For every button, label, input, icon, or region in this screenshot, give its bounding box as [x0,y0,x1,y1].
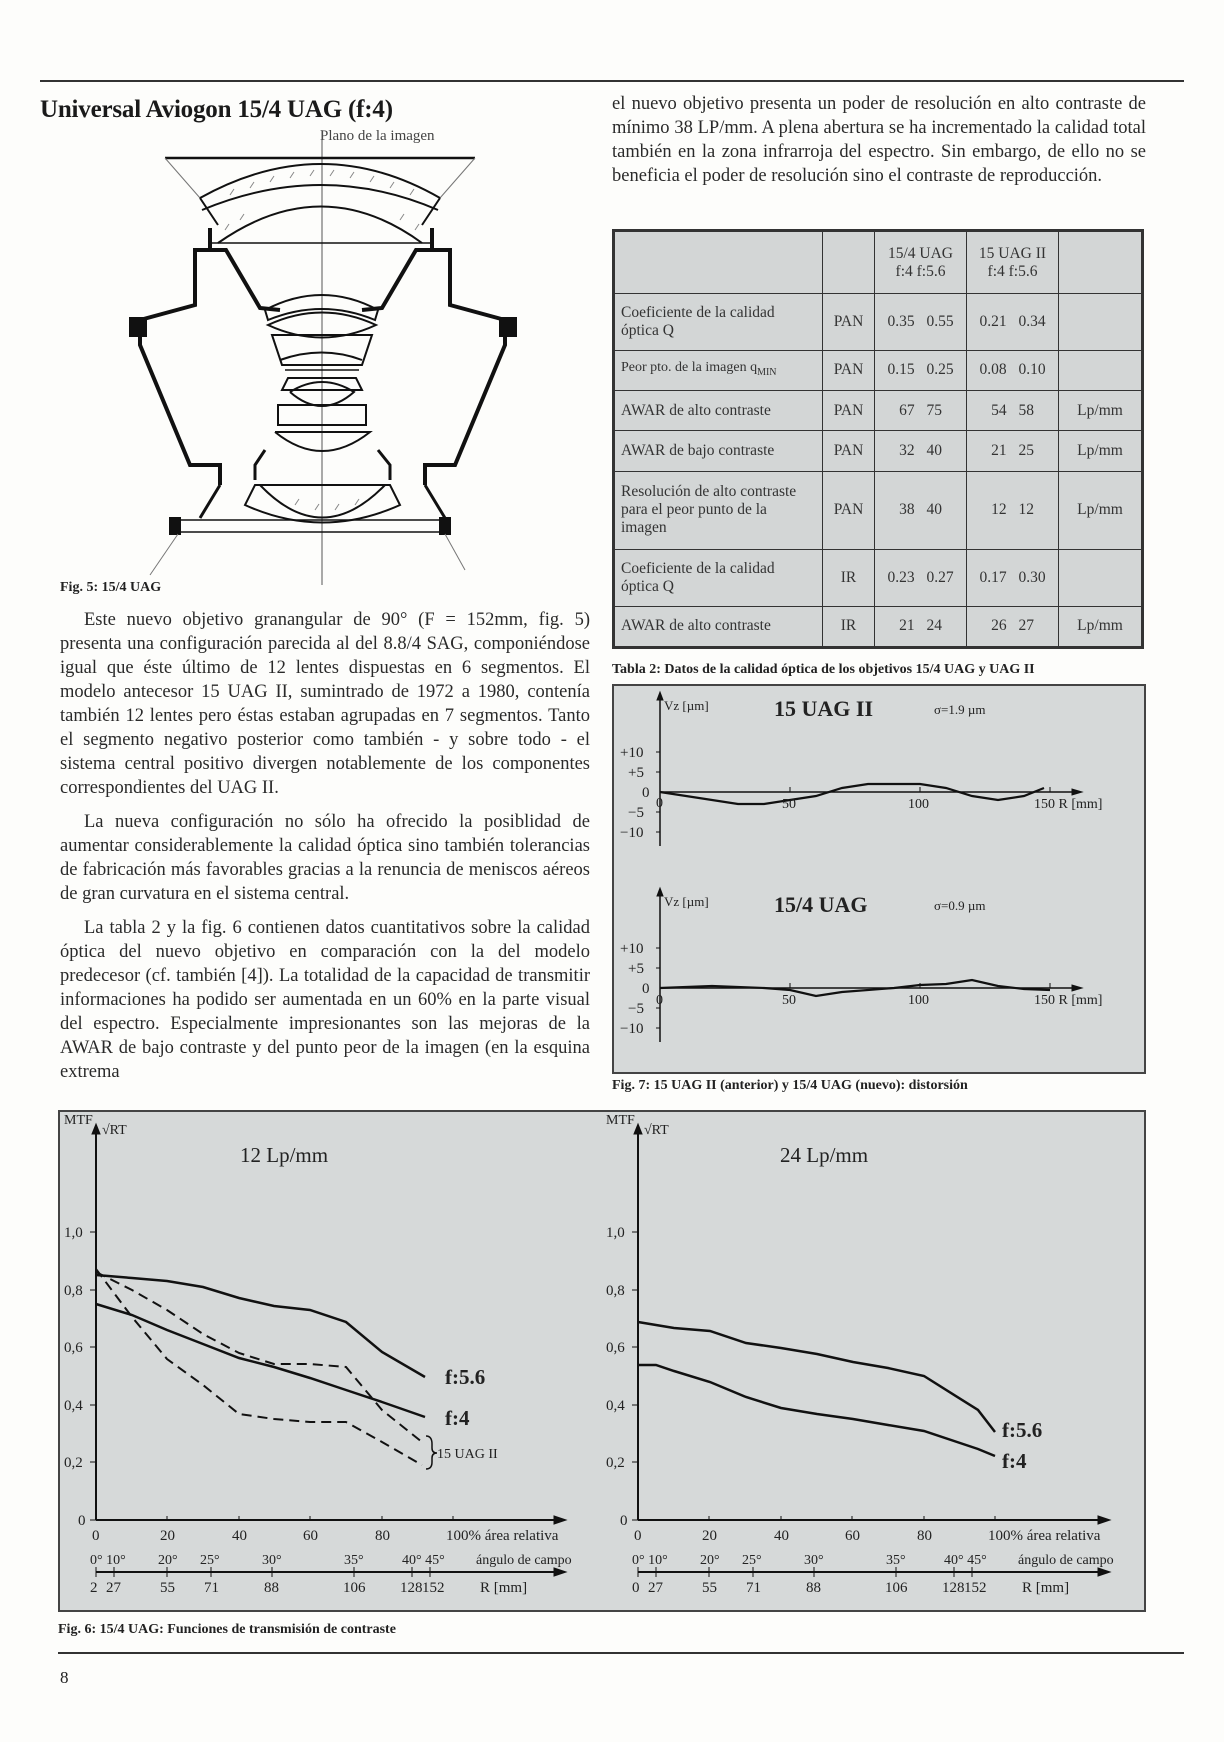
svg-text:0: 0 [632,1580,640,1596]
svg-text:MTF: MTF [64,1113,93,1128]
svg-text:0: 0 [642,785,650,801]
distortion-chart [614,686,1144,1072]
svg-text:0: 0 [656,796,663,811]
table-row: Resolución de alto contraste para el peor punto de la imagen PAN 38 40 12 12 Lp/mm [615,471,1142,549]
svg-text:50: 50 [782,797,796,812]
svg-text:f:4: f:4 [445,1406,470,1430]
svg-text:ángulo de campo: ángulo de campo [1018,1553,1114,1568]
svg-text:128: 128 [942,1580,965,1596]
svg-text:0: 0 [642,981,650,997]
svg-text:0: 0 [78,1513,86,1529]
header-15-4-uag: 15/4 UAG f:4 f:5.6 [875,232,967,294]
svg-text:80: 80 [375,1528,390,1544]
svg-text:0,4: 0,4 [64,1398,83,1414]
svg-text:0: 0 [92,1528,100,1544]
svg-text:Vz [µm]: Vz [µm] [664,894,709,909]
svg-text:+10: +10 [620,745,644,761]
svg-text:f:5.6: f:5.6 [445,1365,486,1389]
table-header-row [615,232,1142,294]
svg-text:27: 27 [648,1580,663,1596]
svg-text:√RT: √RT [644,1123,669,1138]
svg-text:2: 2 [90,1580,98,1596]
svg-text:f:4: f:4 [1002,1449,1027,1473]
svg-text:25°: 25° [742,1553,762,1568]
svg-text:0: 0 [620,1513,628,1529]
svg-text:ángulo de campo: ángulo de campo [476,1553,572,1568]
svg-text:50: 50 [782,993,796,1008]
svg-text:80: 80 [917,1528,932,1544]
svg-text:71: 71 [746,1580,761,1596]
svg-text:100: 100 [908,797,929,812]
svg-text:150 R [mm]: 150 R [mm] [1034,993,1103,1008]
svg-text:R [mm]: R [mm] [480,1580,528,1596]
svg-text:40° 45°: 40° 45° [402,1553,445,1568]
svg-text:60: 60 [303,1528,318,1544]
svg-text:−10: −10 [620,1021,644,1037]
svg-text:55: 55 [702,1580,717,1596]
fig6-mtf-panel [58,1110,1146,1612]
svg-text:15 UAG II: 15 UAG II [774,696,874,721]
table-row: AWAR de bajo contraste PAN 32 40 21 25 Lp/mm [615,431,1142,471]
svg-text:−5: −5 [628,805,644,821]
svg-text:√RT: √RT [102,1123,127,1138]
svg-text:20: 20 [160,1528,175,1544]
svg-text:40: 40 [232,1528,247,1544]
svg-text:106: 106 [343,1580,366,1596]
svg-text:55: 55 [160,1580,175,1596]
svg-text:128: 128 [400,1580,423,1596]
svg-text:f:5.6: f:5.6 [1002,1418,1043,1442]
svg-text:24 Lp/mm: 24 Lp/mm [780,1143,869,1167]
svg-text:1,0: 1,0 [64,1225,83,1241]
table-row: Coeficiente de la calidad óptica Q IR 0.23 0.27 0.17 0.30 [615,550,1142,607]
svg-text:σ=0.9 µm: σ=0.9 µm [934,898,986,913]
paragraph-right-1: el nuevo objetivo presenta un poder de resolución en alto contraste de mínimo 38 LP/mm. A plena abertura se ha incrementado la calidad total también en la zona infrarroja del espectro. Sin embargo, de ello no se beneficia el poder de resolución sino el contraste de reproducción. [612,94,1146,186]
svg-text:0,6: 0,6 [64,1340,83,1356]
svg-text:15/4 UAG: 15/4 UAG [774,892,868,917]
svg-text:152: 152 [964,1580,987,1596]
svg-text:0,2: 0,2 [606,1455,625,1471]
svg-text:0,8: 0,8 [64,1283,83,1299]
bottom-rule [58,1652,1184,1654]
svg-text:100% área relativa: 100% área relativa [988,1528,1101,1544]
svg-text:0,8: 0,8 [606,1283,625,1299]
fig5-lens-diagram [100,120,580,600]
svg-text:MTF: MTF [606,1113,635,1128]
svg-text:100% área relativa: 100% área relativa [446,1528,559,1544]
header-film [823,232,875,294]
svg-text:30°: 30° [262,1553,282,1568]
svg-text:−5: −5 [628,1001,644,1017]
quality-data-table [614,231,1142,647]
mtf-charts [60,1112,1144,1610]
svg-text:+5: +5 [628,961,644,977]
svg-text:σ=1.9 µm: σ=1.9 µm [934,702,986,717]
svg-text:15 UAG II: 15 UAG II [437,1447,498,1462]
page-number: 8 [60,1668,69,1687]
svg-text:88: 88 [806,1580,821,1596]
svg-text:20°: 20° [158,1553,178,1568]
svg-text:0,2: 0,2 [64,1455,83,1471]
right-column-text [612,92,1146,198]
svg-text:0: 0 [634,1528,642,1544]
svg-text:106: 106 [885,1580,908,1596]
lens-cross-section-icon [100,120,580,600]
header-unit [1059,232,1142,294]
paragraph-2: La nueva configuración no sólo ha ofrecido la posiblidad de aumentar considerablemente la calidad óptica sino también tolerancias de fabricación más favorables gracias a la renuncia de meniscos aéreos de gran curvatura en el sistema central. [60,812,590,904]
svg-text:71: 71 [204,1580,219,1596]
svg-text:88: 88 [264,1580,279,1596]
svg-text:1,0: 1,0 [606,1225,625,1241]
svg-text:+5: +5 [628,765,644,781]
table-row: AWAR de alto contraste PAN 67 75 54 58 Lp/mm [615,391,1142,431]
svg-text:12 Lp/mm: 12 Lp/mm [240,1143,329,1167]
svg-text:35°: 35° [344,1553,364,1568]
svg-text:150 R [mm]: 150 R [mm] [1034,797,1103,812]
table-2 [612,229,1144,649]
fig5-caption: Fig. 5: 15/4 UAG [60,580,162,595]
svg-text:25°: 25° [200,1553,220,1568]
svg-text:0,4: 0,4 [606,1398,625,1414]
image-plane-label: Plano de la imagen [320,128,435,144]
svg-text:Vz [µm]: Vz [µm] [664,698,709,713]
svg-text:40° 45°: 40° 45° [944,1553,987,1568]
fig6-caption: Fig. 6: 15/4 UAG: Funciones de transmisión de contraste [58,1622,396,1637]
fig7-distortion-panel [612,684,1146,1074]
header-empty [615,232,823,294]
svg-text:R [mm]: R [mm] [1022,1580,1070,1596]
table-2-caption: Tabla 2: Datos de la calidad óptica de los objetivos 15/4 UAG y UAG II [612,662,1035,677]
svg-text:20: 20 [702,1528,717,1544]
fig7-caption: Fig. 7: 15 UAG II (anterior) y 15/4 UAG (nuevo): distorsión [612,1078,968,1093]
svg-text:0° 10°: 0° 10° [90,1553,126,1568]
table-row: AWAR de alto contraste IR 21 24 26 27 Lp/mm [615,606,1142,646]
svg-text:20°: 20° [700,1553,720,1568]
svg-text:30°: 30° [804,1553,824,1568]
svg-text:27: 27 [106,1580,121,1596]
svg-text:0,6: 0,6 [606,1340,625,1356]
svg-text:0° 10°: 0° 10° [632,1553,668,1568]
svg-text:0: 0 [656,993,663,1008]
table-row: Peor pto. de la imagen $q_{MIN}$ PAN 0.15 0.25 0.08 0.10 [615,350,1142,390]
paragraph-1: Este nuevo objetivo granangular de 90° (F = 152mm, fig. 5) presenta una configuración parecida al del 8.8/4 SAG, componiéndose igual que éste último de 12 lentes dispuestas en 6 segmentos. El modelo antecesor 15 UAG II, sumintrado de 1972 a 1980, contenía también 12 lentes pero éstas estaban agrupadas en 7 segmentos. Tanto el segmento negativo posterior como también - y sobre todo - el sistema central positivo divergen notablemente de los componentes correspondientes del UAG II. [60,610,590,798]
svg-text:35°: 35° [886,1553,906,1568]
table-row: Coeficiente de la calidad óptica Q PAN 0.35 0.55 0.21 0.34 [615,294,1142,351]
header-15-uag-ii: 15 UAG II f:4 f:5.6 [967,232,1059,294]
svg-text:+10: +10 [620,941,644,957]
paragraph-3: La tabla 2 y la fig. 6 contienen datos cuantitativos sobre la calidad óptica del nuevo objetivo en comparación con la del modelo predecesor (cf. también [4]). La totalidad de la capacidad de transmitir informaciones ha podido ser aumentada en un 60% en la parte visual del espectro. Especialmente impresionantes son las mejoras de la AWAR de bajo contraste y del punto peor de la imagen (en la esquina extrema [60,918,590,1082]
svg-text:60: 60 [845,1528,860,1544]
distortion-bottom [656,888,1082,1042]
page-title: Universal Aviogon 15/4 UAG (f:4) [40,96,393,123]
left-column-text [60,608,590,1094]
svg-text:40: 40 [774,1528,789,1544]
svg-text:−10: −10 [620,825,644,841]
top-rule [40,80,1184,82]
svg-text:100: 100 [908,993,929,1008]
svg-text:152: 152 [422,1580,445,1596]
